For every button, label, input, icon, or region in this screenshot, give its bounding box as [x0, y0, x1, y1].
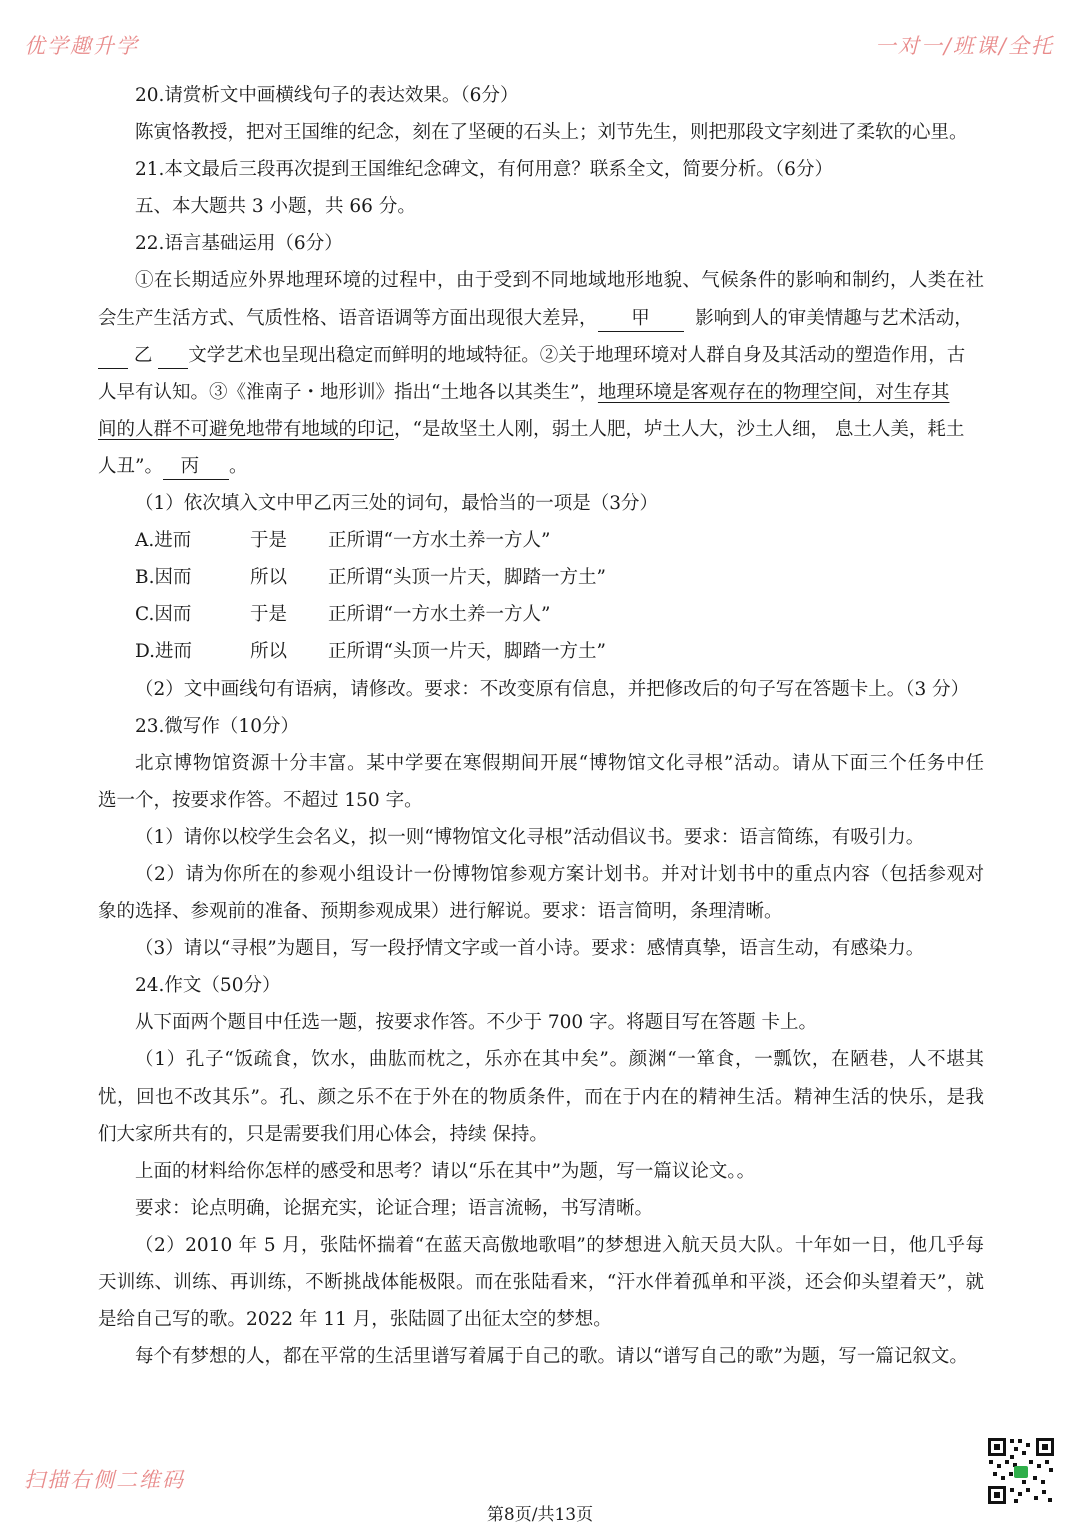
underlined-sentence: 间的人群不可避免地带有地域的印记 [98, 418, 395, 440]
watermark-top-right: 一对一/班课/全托 [874, 34, 1054, 58]
q22-passage-line [98, 300, 984, 337]
option-row [98, 559, 984, 596]
option-phrase: 正所谓“一方水土养一方人” [328, 530, 551, 552]
text: ①在长期适应外界地理环境的过程中，由于受到不同地域地形地貌、气候条件的影响和制约，人类在社 [135, 270, 984, 292]
q23-task-1: （1）请你以校学生会名义，拟一则“博物馆文化寻根”活动倡议书。要求：语言简练，有吸引力。 [135, 826, 925, 848]
option-letter: A.进而 [135, 530, 192, 552]
q22-passage-line [98, 337, 984, 374]
text: （2）请为你所在的参观小组设计一份博物馆参观方案计划书。并对计划书中的重点内容（包括参观对 [135, 863, 984, 885]
q21-prompt: 21.本文最后三段再次提到王国维纪念碑文，有何用意？联系全文，简要分析。（6分） [135, 159, 833, 181]
q23-intro-line: 选一个，按要求作答。不超过 150 字。 [98, 789, 423, 811]
underlined-sentence: 地理环境是客观存在的物理空间，对生存其 [597, 381, 950, 403]
q23-task-2 [98, 856, 984, 893]
q22-title: 22.语言基础运用（6分） [135, 233, 343, 255]
option-row [98, 596, 984, 633]
text: 文学艺术也呈现出稳定而鲜明的地域特征。②关于地理环境对人群自身及其活动的塑造作用，古 [188, 344, 966, 366]
option-word: 所以 [250, 567, 288, 589]
q24-topic1-line [98, 1041, 984, 1078]
watermark-bottom-left: 扫描右侧二维码 [24, 1468, 185, 1492]
option-letter: C.因而 [135, 604, 192, 626]
text: 影响到人的审美情趣与艺术活动， [695, 307, 973, 329]
option-word: 于是 [250, 530, 288, 552]
q20-prompt: 20.请赏析文中画横线句子的表达效果。（6分） [135, 85, 519, 106]
q24-topic2-line: 是给自己写的歌。2022 年 11 月，张陆圆了出征太空的梦想。 [98, 1309, 612, 1331]
qr-code-icon[interactable] [986, 1436, 1056, 1506]
text: 北京博物馆资源十分丰富。某中学要在寒假期间开展“博物馆文化寻根”活动。请从下面三个任务中任 [135, 752, 984, 774]
text: （2）2010 年 5 月，张陆怀揣着“在蓝天高傲地歌唱”的梦想进入航天员大队。十年如一日，他几乎每 [135, 1234, 984, 1256]
blank-jia [598, 307, 684, 332]
text: 。 [228, 455, 248, 477]
q22-sub1: （1）依次填入文中甲乙丙三处的词句，最恰当的一项是（3分） [135, 493, 659, 515]
option-row [98, 633, 984, 670]
q23-title: 23.微写作（10分） [135, 715, 299, 737]
option-phrase: 正所谓“头顶一片天，脚踏一方土” [328, 641, 606, 663]
q24-topic2-line [98, 1227, 984, 1264]
q24-topic2-prompt: 每个有梦想的人，都在平常的生活里谱写着属于自己的歌。请以“谱写自己的歌”为题，写一篇记叙文。 [135, 1346, 968, 1368]
watermark-top-left: 优学趣升学 [24, 34, 139, 58]
q22-sub2: （2）文中画线句有语病，请修改。要求：不改变原有信息，并把修改后的句子写在答题卡上。（3 分） [135, 678, 970, 700]
text: ，“是故坚土人刚，弱土人肥，垆土人大，沙土人细， 息土人美，耗土 [394, 418, 965, 440]
q24-topic1-prompt: 上面的材料给你怎样的感受和思考？请以“乐在其中”为题，写一篇议论文。。 [135, 1160, 756, 1182]
q22-passage-line [98, 262, 984, 299]
q24-topic1-line [98, 1079, 984, 1116]
q24-topic2-line [98, 1264, 984, 1301]
text: 天训练、训练、再训练，不断挑战体能极限。而在张陆看来，“汗水伴着孤单和平淡，还会仰头望着天”，就 [98, 1272, 984, 1293]
q23-intro-line [98, 745, 984, 782]
q24-topic1-line: 们大家所共有的，只是需要我们用心体会，持续 保持。 [98, 1123, 548, 1145]
section5-heading: 五、本大题共 3 小题，共 66 分。 [135, 196, 416, 218]
text: 人丑”。 [98, 455, 163, 477]
option-phrase: 正所谓“头顶一片天，脚踏一方土” [328, 567, 606, 589]
page-number: 第8页/共13页 [486, 1505, 594, 1525]
option-word: 于是 [250, 604, 288, 626]
q22-passage-line [98, 411, 984, 448]
blank-label: 乙 [133, 344, 153, 366]
page-content [98, 77, 984, 1375]
text: 会生产生活方式、气质性格、语音语调等方面出现很大差异， [98, 307, 598, 329]
option-letter: D.进而 [135, 641, 193, 663]
q22-passage-line [98, 448, 984, 485]
q23-task-2-cont: 象的选择、参观前的准备、预期参观成果）进行解说。要求：语言简明，条理清晰。 [98, 901, 783, 923]
blank-yi-right [158, 344, 188, 369]
q23-task-3: （3）请以“寻根”为题目，写一段抒情文字或一首小诗。要求：感情真挚，语言生动，有感染力。 [135, 938, 925, 960]
q20-sentence: 陈寅恪教授，把对王国维的纪念，刻在了坚硬的石头上；刘节先生，则把那段文字刻进了柔软的心里。 [135, 122, 968, 144]
option-letter: B.因而 [135, 567, 192, 589]
blank-yi-left [98, 344, 128, 369]
blank-bing [163, 455, 229, 480]
blank-label: 甲 [631, 307, 650, 329]
text: 人早有认知。③《淮南子・地形训》指出“土地各以其类生”， [98, 381, 598, 403]
q22-passage-line [98, 374, 984, 411]
q24-intro: 从下面两个题目中任选一题，按要求作答。不少于 700 字。将题目写在答题 卡上。 [135, 1012, 817, 1034]
option-word: 所以 [250, 641, 288, 663]
blank-label: 丙 [180, 455, 200, 477]
q24-topic1-requirements: 要求：论点明确，论据充实，论证合理；语言流畅，书写清晰。 [135, 1197, 654, 1219]
text: （1）孔子“饭疏食，饮水，曲肱而枕之，乐亦在其中矣”。颜渊“一箪食，一瓢饮，在陋巷，人不堪其 [135, 1049, 984, 1071]
option-phrase: 正所谓“一方水土养一方人” [328, 604, 551, 626]
text: 忧，回也不改其乐”。孔、颜之乐不在于外在的物质条件，而在于内在的精神生活。精神生活的快乐，是我 [98, 1086, 984, 1108]
q24-title: 24.作文（50分） [135, 975, 281, 997]
option-row [98, 522, 984, 559]
